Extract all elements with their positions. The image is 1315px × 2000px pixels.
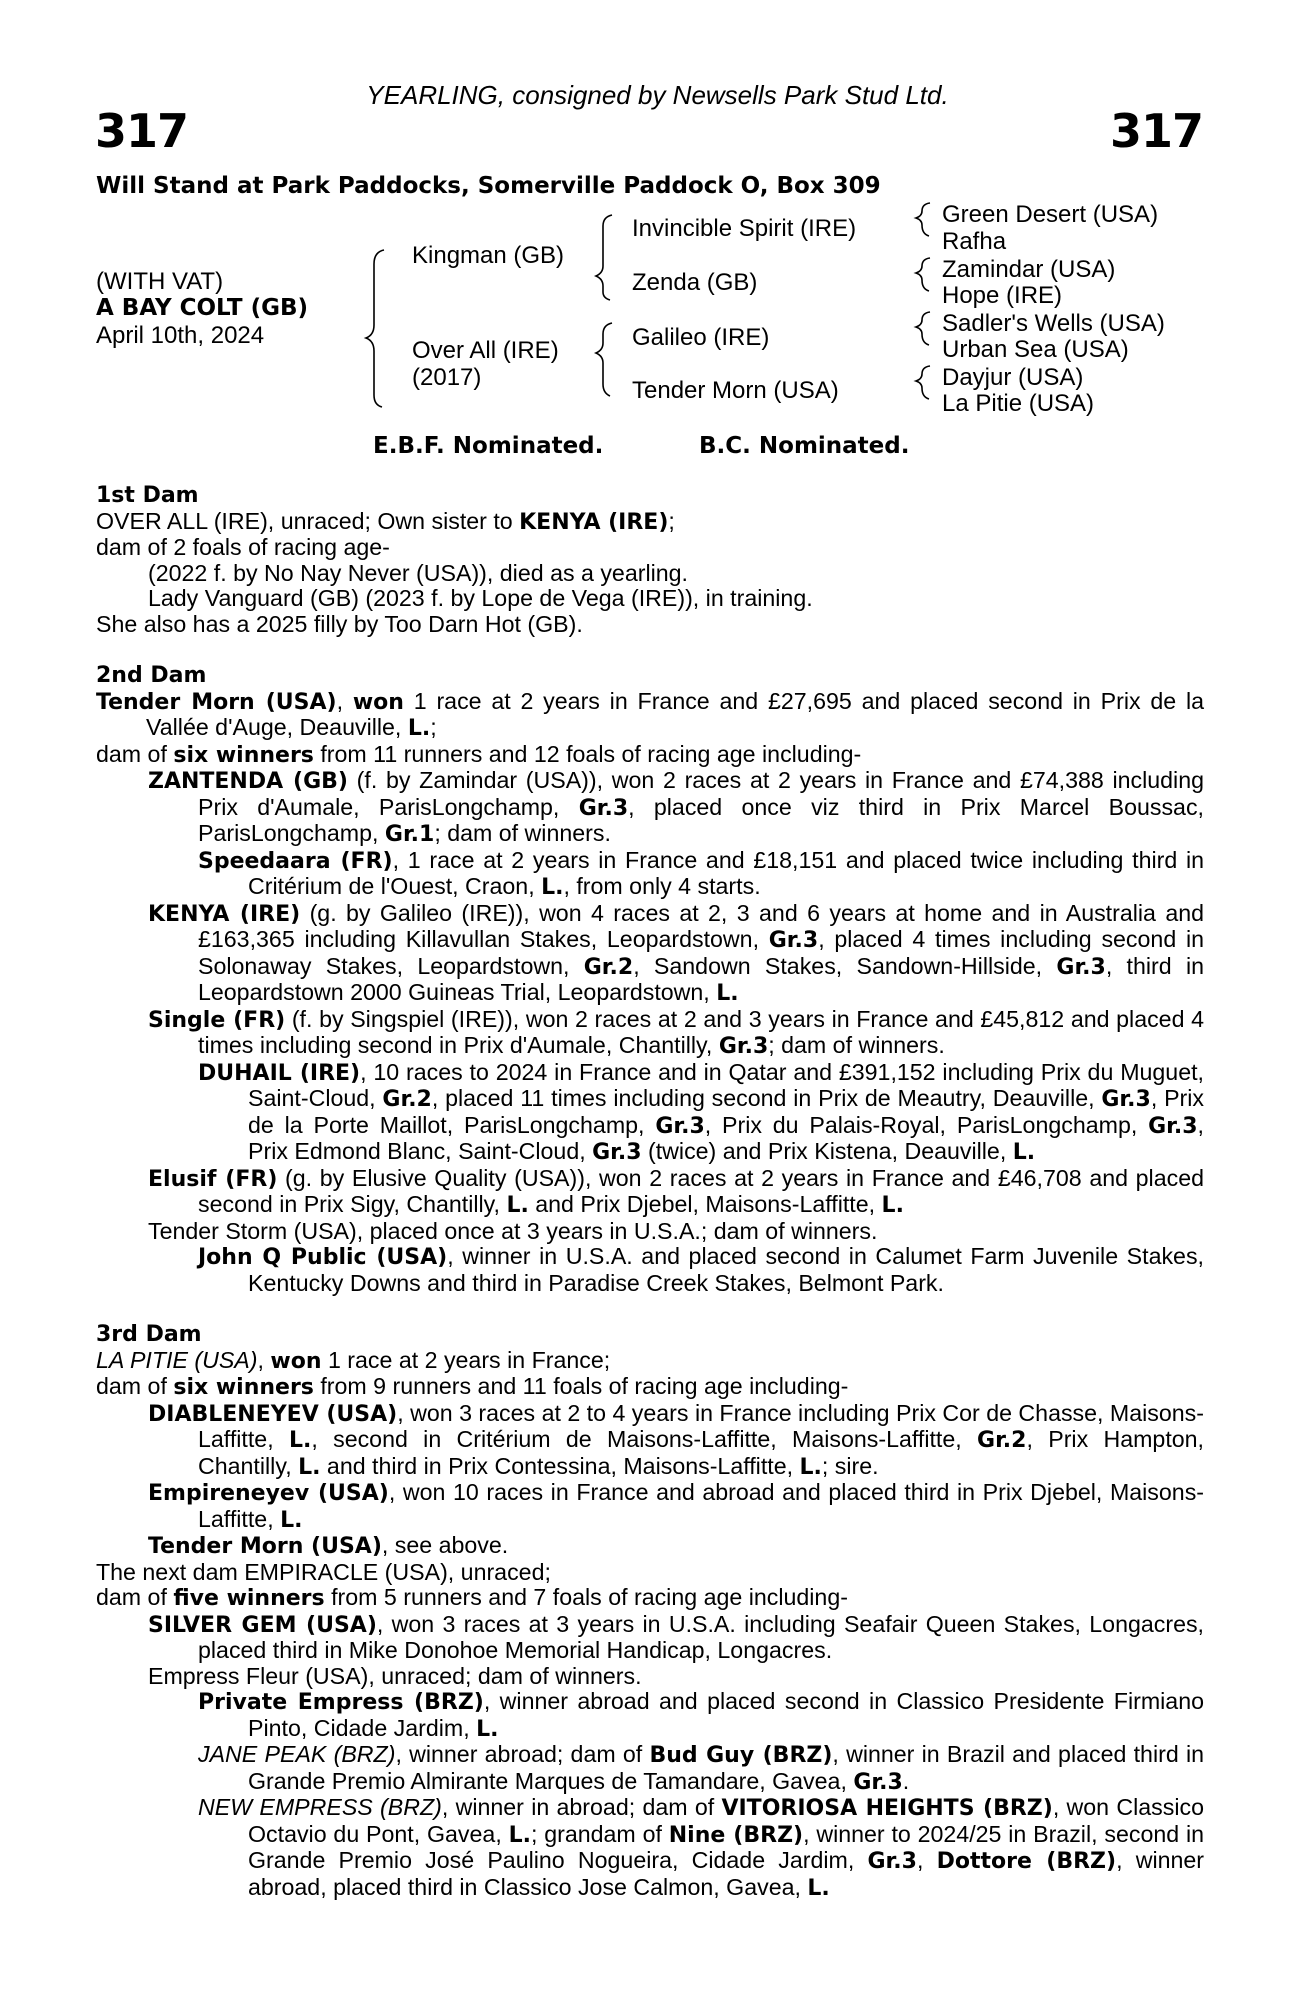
lot-number-left: 317 [95,104,189,158]
foaled-date: April 10th, 2024 [96,322,265,349]
next-dam-produce-line: dam of five winners from 5 runners and 7 foals of racing age including- [96,1584,848,1611]
ebf-nominated: E.B.F. Nominated. [373,433,604,459]
second-dam-heading: 2nd Dam [96,663,207,688]
produce-elusif: Elusif (FR) (g. by Elusive Quality (USA)), won 2 races at 2 years in France and £46,708 and placed second in Prix Sigy, Chantilly, L. and Prix Djebel, Maisons-Laffitte, L. [148,1164,1204,1218]
produce-jane-peak: JANE PEAK (BRZ), winner abroad; dam of Bud Guy (BRZ), winner in Brazil and placed third in Grande Premio Almirante Marques de Tamandare, Gavea, Gr.3. [198,1741,1205,1795]
first-dam-produce-1: (2022 f. by No Nay Never (USA)), died as a yearling. [148,559,688,586]
produce-new-empress: NEW EMPRESS (BRZ), winner in abroad; dam of VITORIOSA HEIGHTS (BRZ), won Classico Octavio du Pont, Gavea, L.; grandam of Nine (BRZ), winner to 2024/25 in Brazil, second in Grande Premio José Paulino Nogueira, Cidade Jardim, Gr.3, Dottore (BRZ), winner abroad, placed third in Classico Jose Calmon, Gavea, L. [198,1794,1205,1901]
brace-main [366,250,384,407]
third-gen-2: Rafha [942,228,1007,255]
stand-location: Will Stand at Park Paddocks, Somerville Paddock O, Box 309 [96,173,881,199]
produce-zantenda: ZANTENDA (GB) (f. by Zamindar (USA)), won 2 races at 2 years in France and £74,388 including Prix d'Aumale, ParisLongchamp, Gr.3, placed once viz third in Prix Marcel Boussac, ParisLongchamp, Gr.1; dam of winners. [148,767,1204,847]
produce-speedaara: Speedaara (FR), 1 race at 2 years in France and £18,151 and placed twice including third in Critérium de l'Ouest, Craon, L., from only 4 starts. [198,846,1204,900]
dam-details [96,483,1204,1901]
third-gen-3: Zamindar (USA) [942,256,1116,283]
lot-name: A BAY COLT (GB) [96,295,309,321]
second-dam-para-1: Tender Morn (USA), won 1 race at 2 years in France and £27,695 and placed second in Prix de la Vallée d'Auge, Deauville, L.; [96,687,1204,741]
dam-dam: Tender Morn (USA) [632,377,839,404]
first-dam-produce-2: Lady Vanguard (GB) (2023 f. by Lope de Vega (IRE)), in training. [148,585,813,611]
sire-name: Kingman (GB) [412,242,565,269]
third-gen-5: Sadler's Wells (USA) [942,310,1165,337]
sire-dam: Zenda (GB) [632,269,758,296]
brace-g2 [916,258,930,291]
brace-g3 [916,312,930,345]
vat-label: (WITH VAT) [96,268,224,295]
brace-dam [596,323,612,396]
first-dam-line-2: dam of 2 foals of racing age- [96,534,390,560]
produce-tender-storm: Tender Storm (USA), placed once at 3 years in U.S.A.; dam of winners. [148,1217,878,1244]
produce-kenya: KENYA (IRE) (g. by Galileo (IRE)), won 4 races at 2, 3 and 6 years at home and in Australia and £163,365 including Killavullan Stakes, Leopardstown, Gr.3, placed 4 times including second in Solonaway Stakes, Leopardstown, Gr.2, Sandown Stakes, Sandown-Hillside, Gr.3, third in Leopardstown 2000 Guineas Trial, Leopardstown, L. [148,899,1205,1006]
dam-sire: Galileo (IRE) [632,324,770,351]
first-dam-line-5: She also has a 2025 filly by Too Darn Hot (GB). [96,610,583,637]
third-dam-para-2: dam of six winners from 9 runners and 11 foals of racing age including- [96,1373,849,1400]
produce-empireneyev: Empireneyev (USA), won 10 races in France and abroad and placed third in Prix Djebel, Maisons-Laffitte, L. [148,1479,1205,1533]
next-dam-line: The next dam EMPIRACLE (USA), unraced; [96,1558,551,1585]
brace-sire [596,215,612,300]
produce-john-q-public: John Q Public (USA), winner in U.S.A. and placed second in Calumet Farm Juvenile Stakes, Kentucky Downs and third in Paradise Creek Stakes, Belmont Park. [198,1243,1204,1296]
consignor-line: YEARLING, consigned by Newsells Park Stud Ltd. [366,80,949,110]
produce-single: Single (FR) (f. by Singspiel (IRE)), won 2 races at 2 and 3 years in France and £45,812 and placed 4 times including second in Prix d'Aumale, Chantilly, Gr.3; dam of winners. [148,1005,1205,1059]
third-dam-para-1: LA PITIE (USA), won 1 race at 2 years in France; [96,1346,611,1374]
third-gen-1: Green Desert (USA) [942,201,1159,228]
second-dam-para-2: dam of six winners from 11 runners and 12 foals of racing age including- [96,740,862,768]
third-dam-heading: 3rd Dam [96,1322,202,1347]
produce-silver-gem: SILVER GEM (USA), won 3 races at 3 years in U.S.A. including Seafair Queen Stakes, Longacres, placed third in Mike Donohoe Memorial Handicap, Longacres. [148,1610,1205,1663]
sire-sire: Invincible Spirit (IRE) [632,215,857,242]
produce-duhail: DUHAIL (IRE), 10 races to 2024 in France and in Qatar and £391,152 including Prix du Muguet, Saint-Cloud, Gr.2, placed 11 times including second in Prix de Meautry, Deauville, Gr.3, Prix de la Porte Maillot, ParisLongchamp, Gr.3, Prix du Palais-Royal, ParisLongchamp, Gr.3, Prix Edmond Blanc, Saint-Cloud, Gr.3 (twice) and Prix Kistena, Deauville, L. [198,1058,1204,1165]
produce-tender-morn: Tender Morn (USA), see above. [148,1532,509,1559]
produce-private-empress: Private Empress (BRZ), winner abroad and placed second in Classico Presidente Firmiano Pinto, Cidade Jardim, L. [198,1688,1204,1742]
produce-diableneyev: DIABLENEYEV (USA), won 3 races at 2 to 4 years in France including Prix Cor de Chasse, Maisons-Laffitte, L., second in Critérium de Maisons-Laffitte, Maisons-Laffitte, Gr.2, Prix Hampton, Chantilly, L. and third in Prix Contessina, Maisons-Laffitte, L.; sire. [148,1399,1205,1480]
lot-number-right: 317 [1109,104,1203,158]
dam-year: (2017) [412,364,482,391]
brace-g4 [916,366,930,399]
third-gen-8: La Pitie (USA) [942,390,1095,417]
dam-name: Over All (IRE) [412,337,559,364]
first-dam-heading: 1st Dam [96,483,199,508]
bc-nominated: B.C. Nominated. [699,433,910,459]
third-gen-4: Hope (IRE) [942,282,1063,309]
produce-empress-fleur: Empress Fleur (USA), unraced; dam of winners. [148,1662,642,1689]
third-gen-7: Dayjur (USA) [942,364,1084,391]
third-gen-6: Urban Sea (USA) [942,336,1129,363]
first-dam-line-1: OVER ALL (IRE), unraced; Own sister to KENYA (IRE); [96,507,675,535]
brace-g1 [916,203,930,236]
